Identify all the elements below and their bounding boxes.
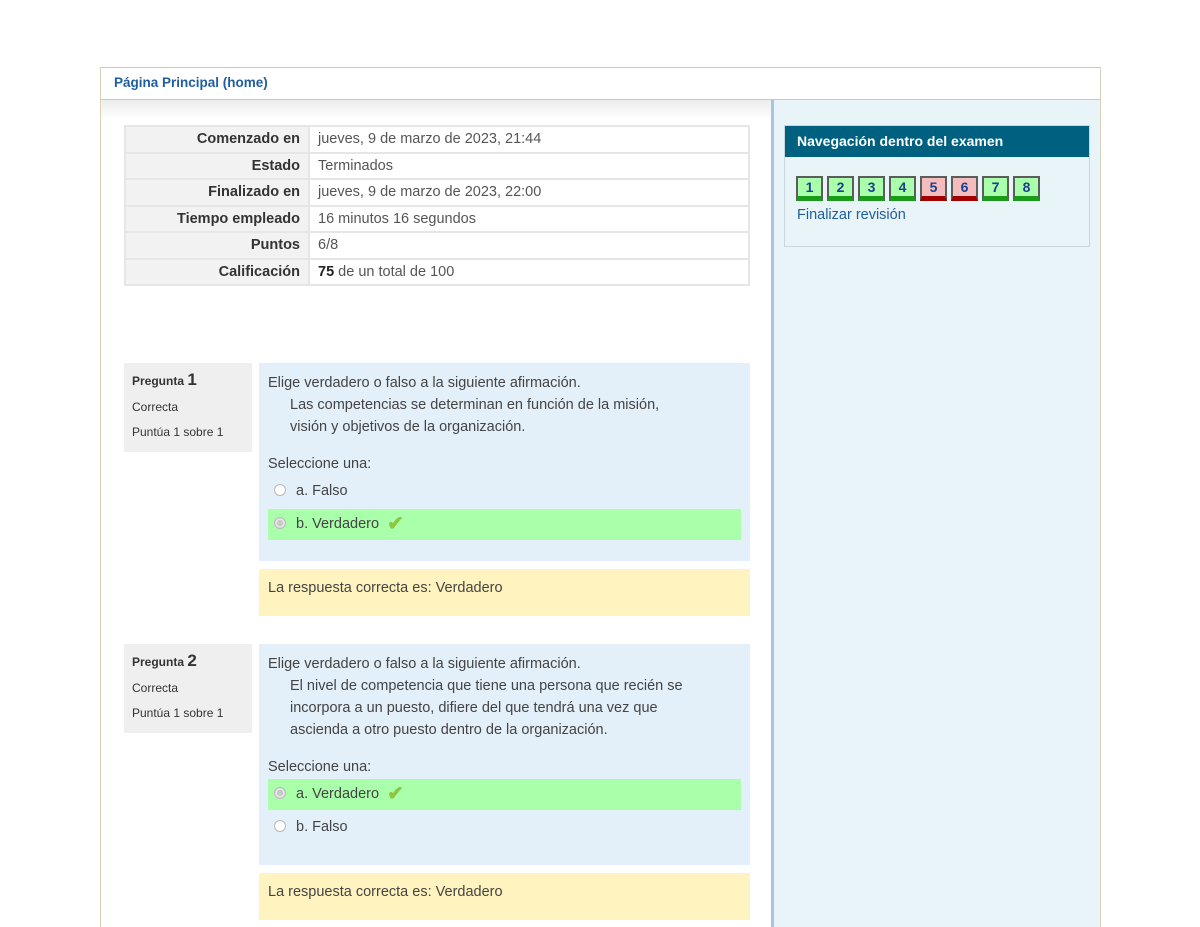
question-title: Pregunta — [132, 655, 185, 669]
checkmark-icon: ✔ — [387, 783, 404, 805]
question-grade: Puntúa 1 sobre 1 — [132, 706, 224, 720]
answer-option-label: b. Falso — [296, 819, 348, 835]
question-nav-button[interactable]: 2 — [827, 176, 854, 201]
summary-label: Calificación — [125, 259, 309, 286]
question-feedback: La respuesta correcta es: Verdadero — [259, 873, 750, 920]
summary-value: jueves, 9 de marzo de 2023, 21:44 — [309, 126, 749, 153]
summary-label: Estado — [125, 153, 309, 180]
question-nav-button[interactable]: 4 — [889, 176, 916, 201]
finish-review-link[interactable]: Finalizar revisión — [797, 207, 906, 223]
question-state: Correcta — [132, 681, 179, 695]
question-stem: Elige verdadero o falso a la siguiente afirmación. — [268, 375, 581, 391]
question-nav-buttons — [796, 176, 1044, 201]
grade-value: 75 — [318, 263, 335, 280]
question-statement-line: incorpora a un puesto, difiere del que tendrá una vez que — [290, 700, 658, 716]
question-info — [124, 363, 252, 452]
quiz-navigation-title: Navegación dentro del examen — [785, 126, 1089, 157]
answer-prompt: Seleccione una: — [268, 456, 372, 472]
question-number: 1 — [187, 370, 197, 389]
summary-label: Comenzado en — [125, 126, 309, 153]
question-nav-button[interactable]: 8 — [1013, 176, 1040, 201]
answer-option-correct[interactable] — [268, 779, 741, 810]
summary-label: Finalizado en — [125, 179, 309, 206]
answer-option-correct[interactable] — [268, 509, 741, 540]
radio-icon[interactable] — [274, 820, 286, 832]
question-grade: Puntúa 1 sobre 1 — [132, 425, 224, 439]
radio-icon[interactable] — [274, 517, 286, 529]
question-feedback: La respuesta correcta es: Verdadero — [259, 569, 750, 616]
main-region — [101, 100, 771, 927]
answer-option-label: a. Falso — [296, 483, 348, 499]
checkmark-icon: ✔ — [387, 513, 404, 535]
question-state: Correcta — [132, 400, 179, 414]
home-link[interactable]: Página Principal (home) — [114, 75, 268, 90]
summary-value — [309, 259, 749, 286]
summary-value: Terminados — [309, 153, 749, 180]
summary-row-started — [125, 126, 749, 153]
question-nav-button[interactable]: 5 — [920, 176, 947, 201]
page-frame — [100, 67, 1101, 927]
radio-icon[interactable] — [274, 484, 286, 496]
summary-label: Tiempo empleado — [125, 206, 309, 233]
radio-icon[interactable] — [274, 787, 286, 799]
question-number: 2 — [187, 651, 197, 670]
question-nav-button[interactable]: 6 — [951, 176, 978, 201]
summary-row-grade — [125, 259, 749, 286]
quiz-navigation-block — [784, 125, 1090, 247]
navbar — [101, 67, 1100, 100]
attempt-summary-table — [124, 125, 750, 286]
summary-label: Puntos — [125, 232, 309, 259]
summary-row-state — [125, 153, 749, 180]
answer-option[interactable] — [268, 476, 741, 507]
question-statement-line: El nivel de competencia que tiene una persona que recién se — [290, 678, 683, 694]
question-info — [124, 644, 252, 733]
answer-option-label: a. Verdadero — [296, 786, 380, 802]
summary-value: jueves, 9 de marzo de 2023, 22:00 — [309, 179, 749, 206]
question-statement-line: ascienda a otro puesto dentro de la organización. — [290, 722, 608, 738]
question-statement-line: visión y objetivos de la organización. — [290, 419, 526, 435]
question-nav-button[interactable]: 3 — [858, 176, 885, 201]
grade-total: de un total de 100 — [334, 263, 455, 280]
question-content — [259, 363, 750, 561]
question-statement-line: Las competencias se determinan en función de la misión, — [290, 397, 660, 413]
summary-row-time — [125, 206, 749, 233]
summary-value: 16 minutos 16 segundos — [309, 206, 749, 233]
sidebar — [774, 100, 1100, 927]
answer-option-label: b. Verdadero — [296, 516, 380, 532]
summary-row-finished — [125, 179, 749, 206]
question-nav-button[interactable]: 7 — [982, 176, 1009, 201]
question-content — [259, 644, 750, 865]
answer-option[interactable] — [268, 812, 741, 843]
question-stem: Elige verdadero o falso a la siguiente afirmación. — [268, 656, 581, 672]
answer-prompt: Seleccione una: — [268, 759, 372, 775]
summary-row-points — [125, 232, 749, 259]
question-nav-button[interactable]: 1 — [796, 176, 823, 201]
summary-value: 6/8 — [309, 232, 749, 259]
question-title: Pregunta — [132, 374, 185, 388]
